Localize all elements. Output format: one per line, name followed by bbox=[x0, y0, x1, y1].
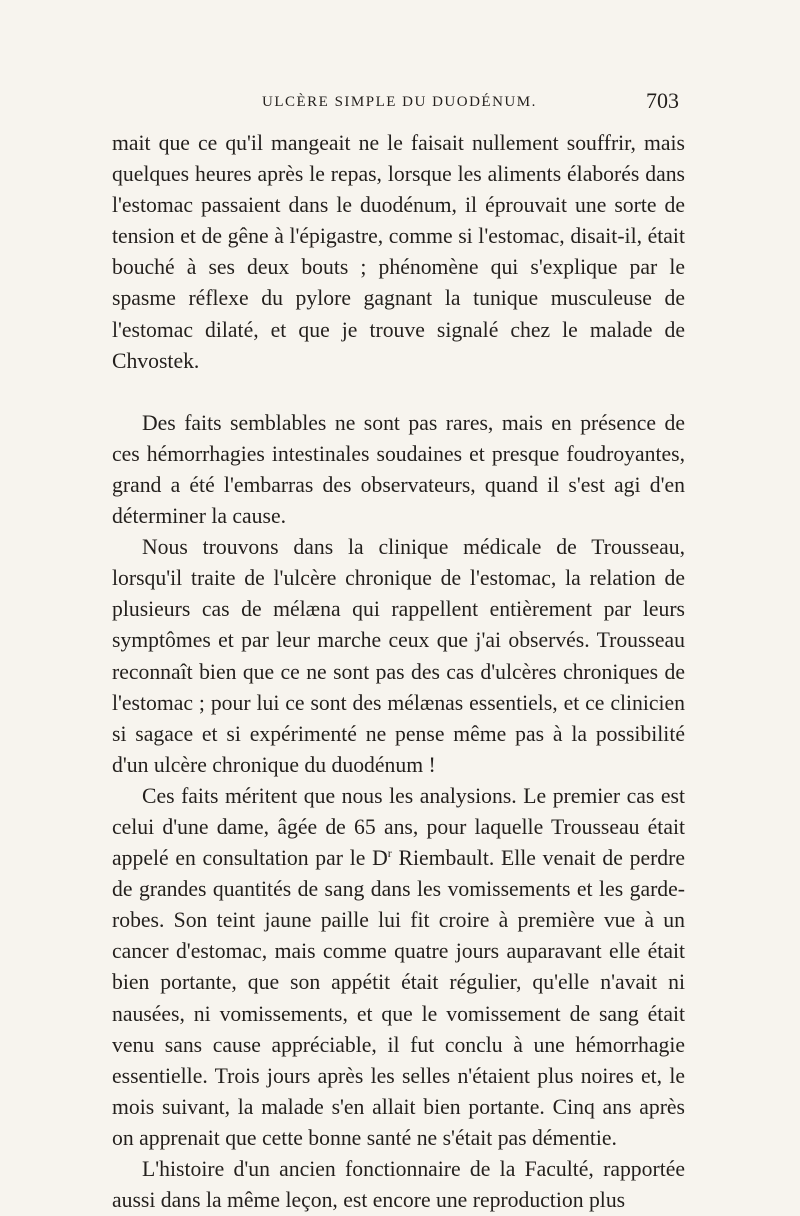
page-number: 703 bbox=[646, 88, 679, 113]
paragraph-2: Des faits semblables ne sont pas rares, mais en présence de ces hémorrhagies intestinales soudaines et presque foudroyantes, grand a été l'embarras des observateurs, quand il s'est agi d'en déterminer la cause. bbox=[112, 410, 685, 529]
book-page bbox=[112, 86, 685, 1216]
paragraph-4-part-2: Riembault. Elle venait de perdre de grandes quantités de sang dans les vomissements et les garde-robes. Son teint jaune paille lui fit croire à première vue à un cancer d'estomac, mais comme quatre jours auparavant elle était bien portante, que son appétit était régulier, qu'elle n'avait ni nausées, ni vomissements, et que le vomissement de sang était venu sans cause appréciable, il fut conclu à une hémorrhagie essentielle. Trois jours après les selles n'étaient plus noires et, le mois suivant, la malade s'en allait bien portante. Cinq ans après on apprenait que cette bonne santé ne s'était pas démentie. bbox=[112, 846, 685, 1150]
running-title: ULCÈRE SIMPLE DU DUODÉNUM. bbox=[262, 94, 537, 110]
paragraph-4-part-1: Ces faits méritent que nous les analysions. Le premier cas est celui d'une dame, âgée de 65 ans, pour laquelle Trousseau était appelé en consultation par le D bbox=[112, 783, 685, 871]
paragraph-5: L'histoire d'un ancien fonctionnaire de la Faculté, rapportée aussi dans la même leçon, est encore une reproduction plus bbox=[112, 1157, 685, 1213]
paragraph-1: mait que ce qu'il mangeait ne le faisait nullement souffrir, mais quelques heures après le repas, lorsque les aliments élaborés dans l'estomac passaient dans le duodénum, il éprouvait une sorte de tension et de gêne à l'épigastre, comme si l'estomac, disait-il, était bouché à ses deux bouts ; phénomène qui s'explique par le spasme réflexe du pylore gagnant la tunique musculeuse de l'estomac dilaté, et que je trouve signalé chez le malade de Chvostek. bbox=[112, 131, 685, 373]
body-text bbox=[112, 128, 685, 1216]
doctor-abbrev-sup: r bbox=[387, 845, 392, 860]
paragraph-4 bbox=[112, 781, 685, 1154]
running-head bbox=[112, 86, 685, 120]
paragraph-3: Nous trouvons dans la clinique médicale de Trousseau, lorsqu'il traite de l'ulcère chronique de l'estomac, la relation de plusieurs cas de mélæna qui rappellent entièrement par leurs symptômes et par leur marche ceux que j'ai observés. Trousseau reconnaît bien que ce ne sont pas des cas d'ulcères chroniques de l'estomac ; pour lui ce sont des mélænas essentiels, et ce clinicien si sagace et si expérimenté ne pense même pas à la possibilité d'un ulcère chronique du duodénum ! bbox=[112, 535, 685, 777]
